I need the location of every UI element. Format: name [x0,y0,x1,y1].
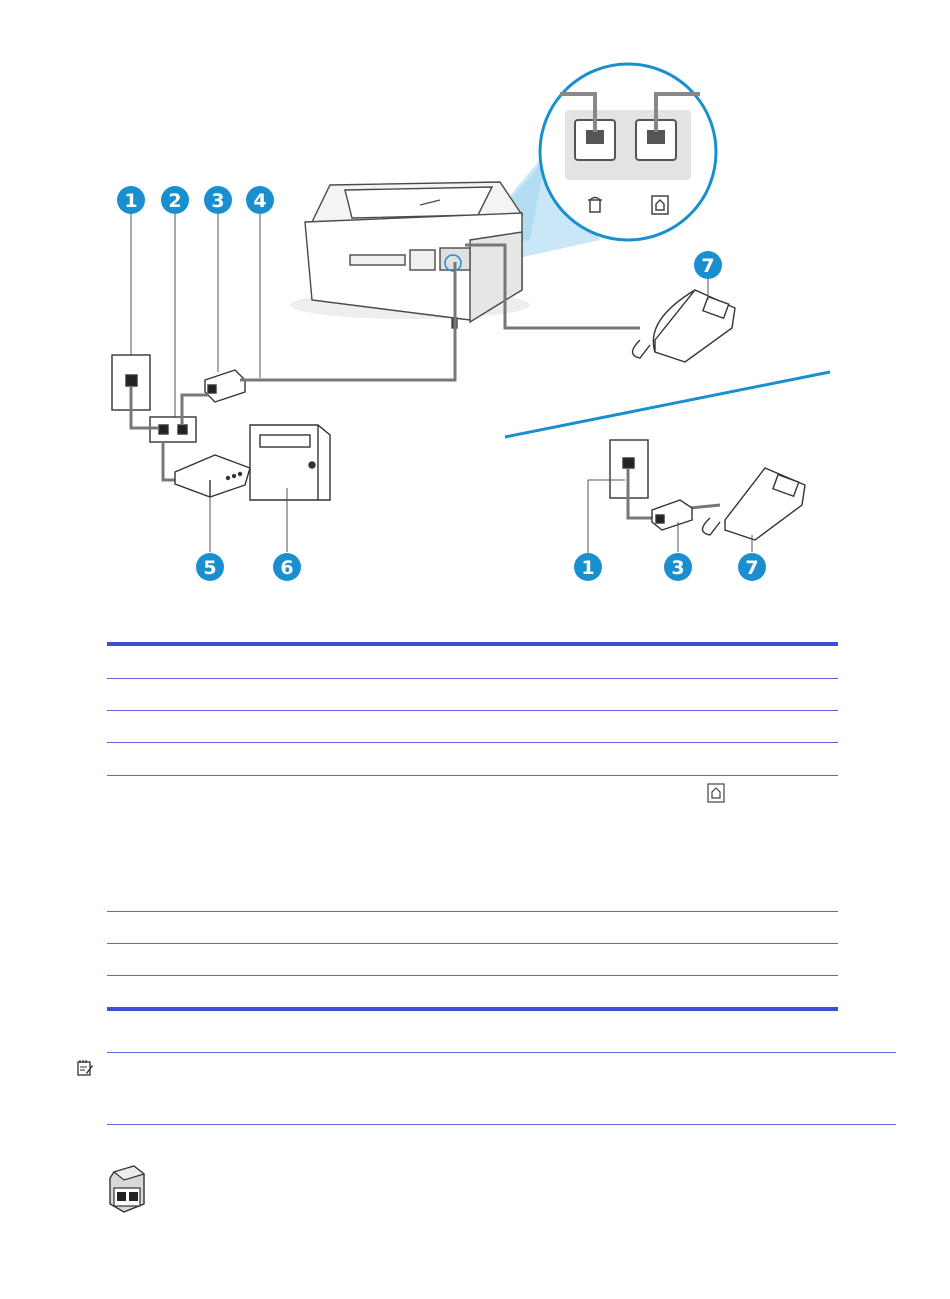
svg-text:7: 7 [701,255,715,277]
table-row-rule [107,975,838,976]
telephone [633,290,736,362]
port-zoom-bubble [540,64,716,240]
note-icon [76,1059,94,1077]
alternate-setup-divider [505,372,830,437]
dsl-filter [205,370,245,402]
fax-port-icon [707,783,725,803]
table-row-rule [107,943,838,944]
table-row-rule [107,775,838,776]
table-row-rule [107,710,838,711]
callout-5 [196,553,224,581]
alt-callout-1 [574,553,602,581]
table-row-rule [107,911,838,912]
note-bottom-rule [107,1124,896,1125]
callout-7 [694,251,722,279]
svg-text:3: 3 [211,190,225,212]
svg-text:3: 3 [671,557,685,579]
table-top-rule [107,642,838,646]
table-bottom-rule [107,1007,838,1011]
svg-text:7: 7 [745,557,759,579]
rj11-adapter-icon [104,1164,152,1216]
table-row-rule [107,678,838,679]
callout-3 [204,186,232,214]
alt-callout-7 [738,553,766,581]
callout-4 [246,186,274,214]
svg-text:2: 2 [168,190,182,212]
alt-callout-3 [664,553,692,581]
callout-6 [273,553,301,581]
note-top-rule [107,1052,896,1053]
svg-text:6: 6 [280,557,294,579]
svg-text:1: 1 [581,557,595,579]
svg-text:1: 1 [124,190,138,212]
callout-1 [117,186,145,214]
fax-setup-diagram [0,0,950,600]
alternate-dsl-filter [652,500,692,530]
table-row-rule [107,742,838,743]
callout-2 [161,186,189,214]
svg-text:4: 4 [253,190,267,212]
dsl-modem [175,455,250,497]
printer [290,182,530,328]
svg-text:5: 5 [203,557,217,579]
computer [250,425,330,500]
